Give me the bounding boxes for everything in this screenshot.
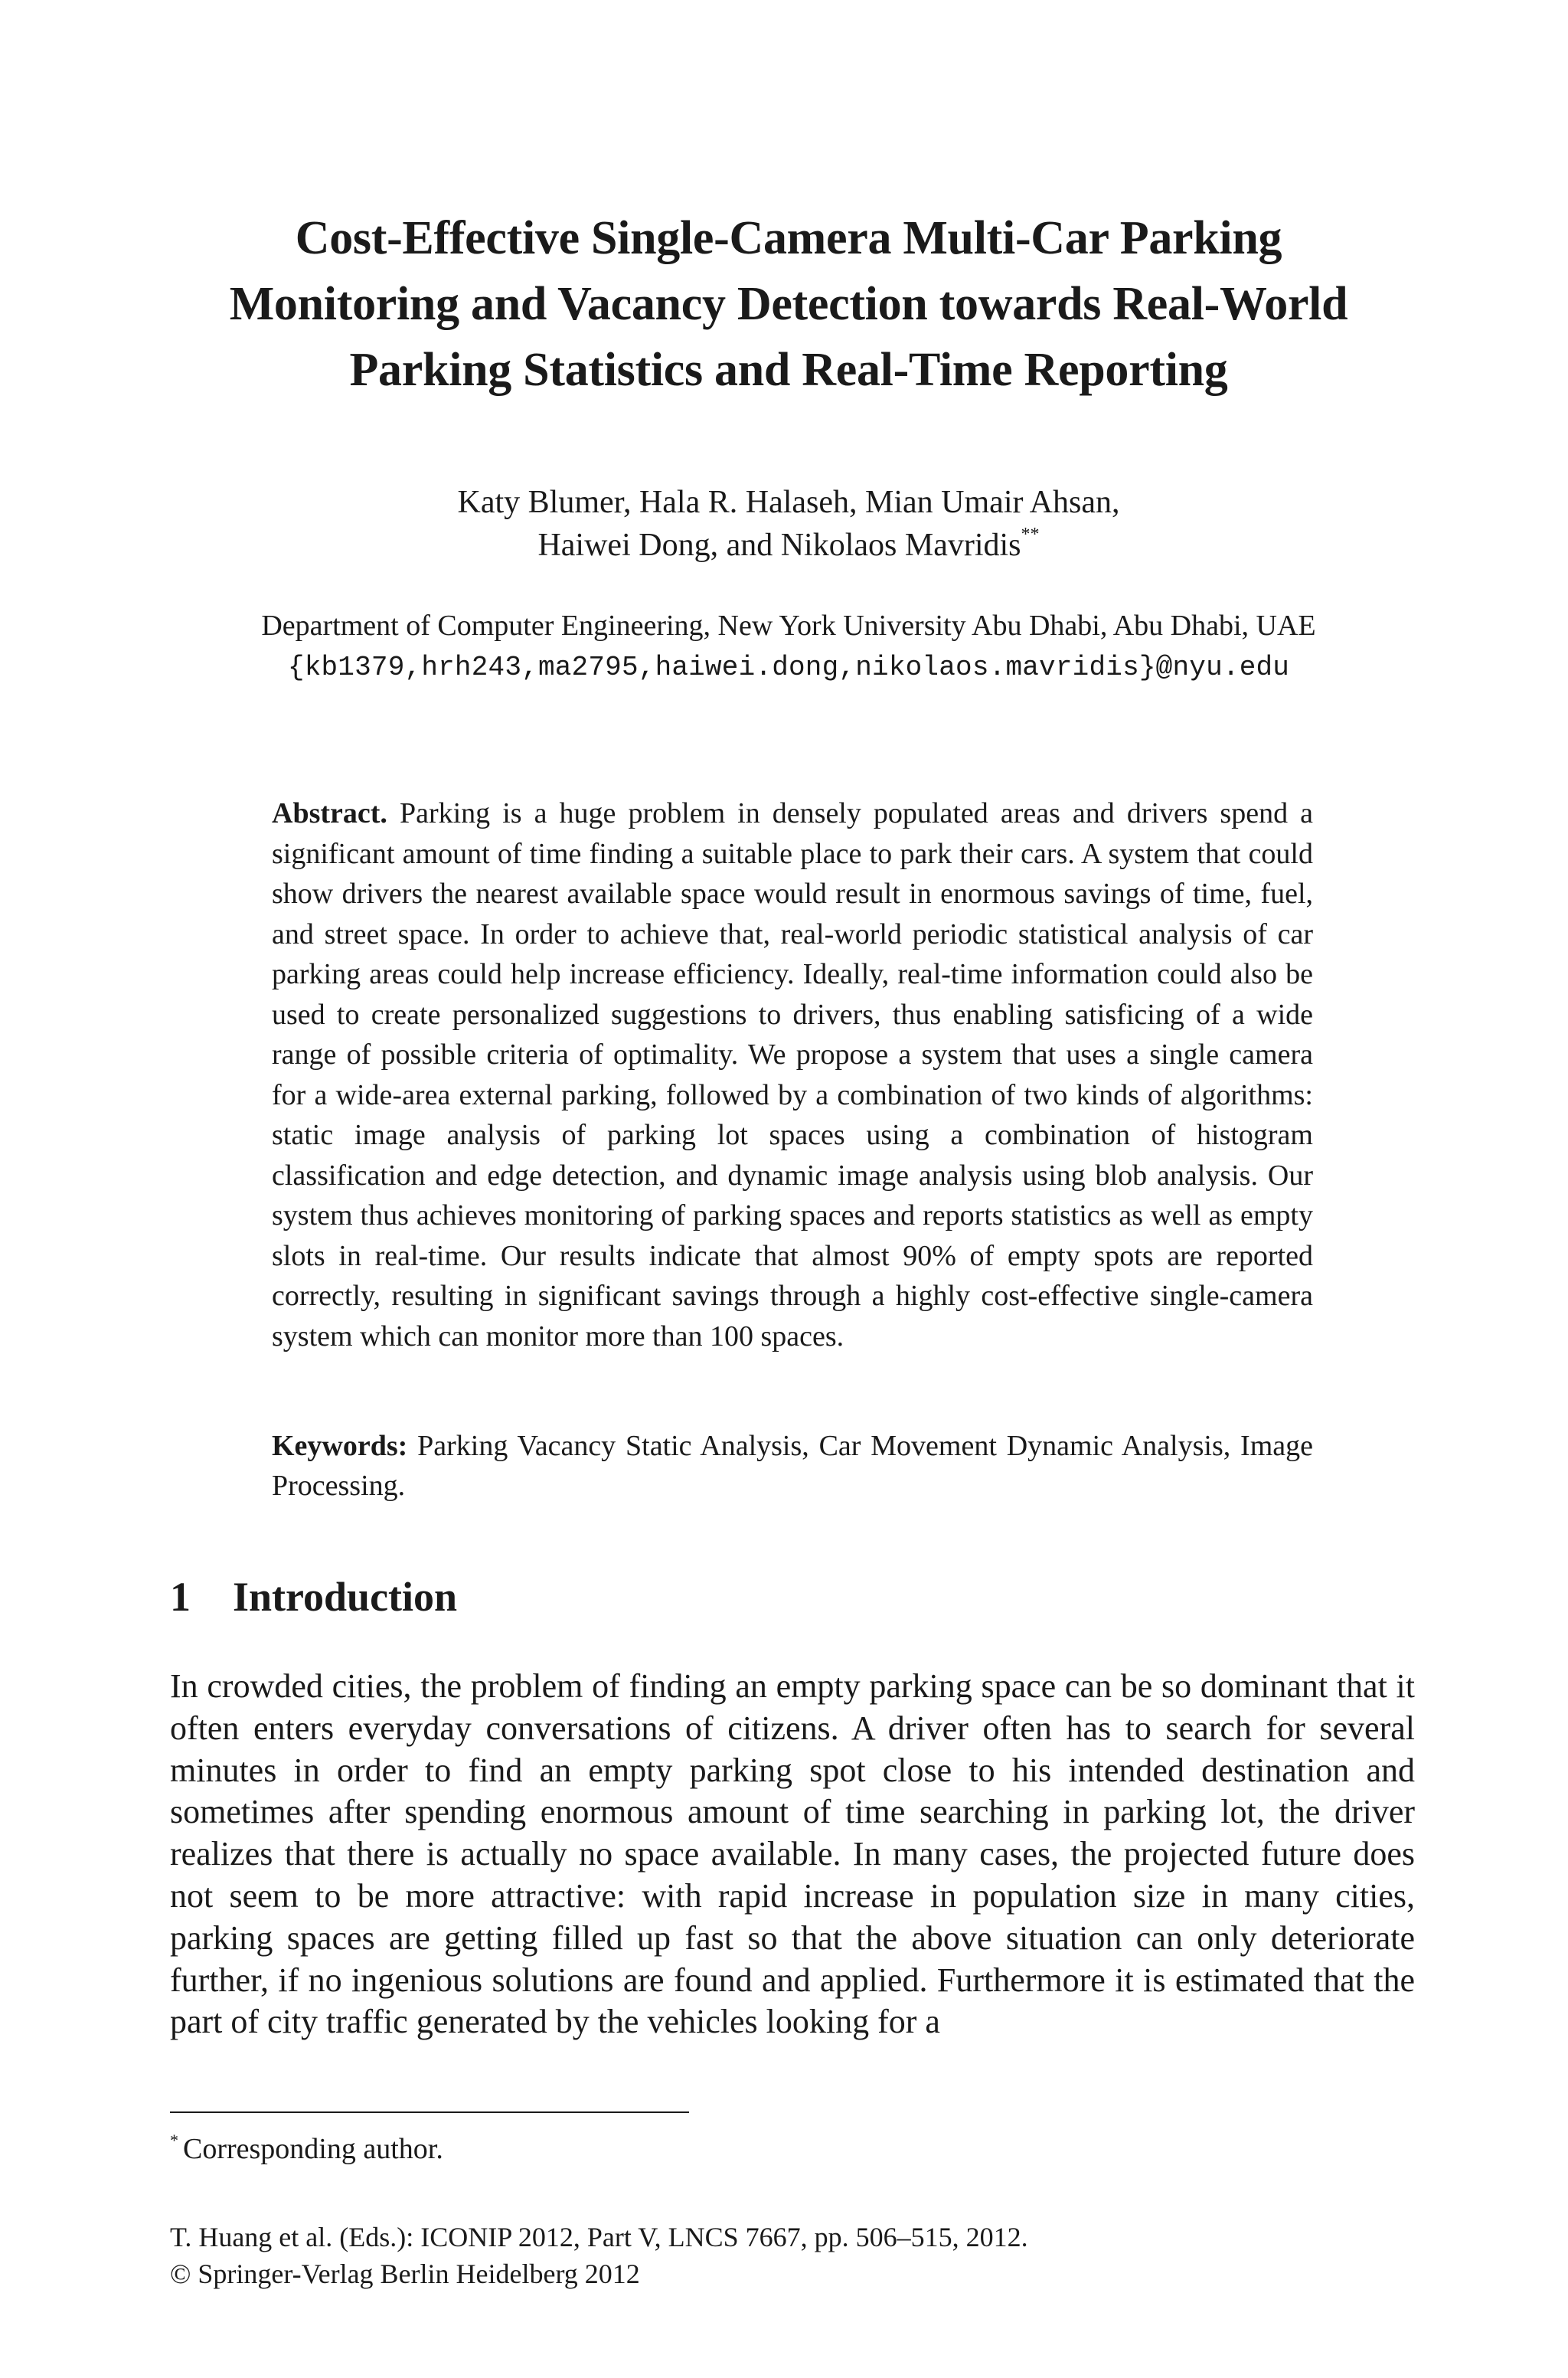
abstract-text: Parking is a huge problem in densely populated areas and drivers spend a significant amount of time finding a suitable place to park their cars. A system that could show drivers the nearest available space would result in enormous savings of time, fuel, and street space. In order to achieve that, real-world periodic statistical analysis of car parking areas could help increase efficiency. Ideally, real-time information could also be used to create personalized suggestions to drivers, thus enabling satisficing of a wide range of possible criteria of optimality. We propose a system that uses a single camera for a wide-area external parking, followed by a combination of two kinds of algorithms: static image analysis of parking lot spaces using a combination of histogram classification and edge detection, and dynamic image analysis using blob analysis. Our system thus achieves monitoring of parking spaces and reports statistics as well as empty slots in real-time. Our results indicate that almost 90% of empty spots are reported correctly, resulting in significant savings through a highly cost-effective single-camera system which can monitor more than 100 spaces. [272, 797, 1314, 1353]
footnote-text: Corresponding author. [183, 2133, 443, 2165]
author-line [230, 524, 1348, 571]
footnote [170, 2129, 443, 2173]
author-names: Haiwei Dong, and Nikolaos Mavridis [537, 528, 1021, 563]
keywords [272, 1426, 1313, 1506]
citation-line: T. Huang et al. (Eds.): ICONIP 2012, Part V, LNCS 7667, pp. 506–515, 2012. [170, 2222, 1028, 2252]
author-list [230, 481, 1348, 571]
keywords-text: Parking Vacancy Static Analysis, Car Movement Dynamic Analysis, Image Processing. [272, 1430, 1313, 1502]
abstract [272, 793, 1313, 1356]
author-emails: {kb1379,hrh243,ma2795,haiwei.dong,nikolaos.mavridis}@nyu.edu [287, 652, 1290, 683]
copyright-line: © Springer-Verlag Berlin Heidelberg 2012 [170, 2259, 640, 2289]
paper-title [153, 205, 1424, 403]
author-line: Katy Blumer, Hala R. Halaseh, Mian Umair Ahsan, [457, 485, 1120, 520]
footnote-mark: * [170, 2131, 178, 2150]
abstract-label: Abstract. [272, 797, 387, 829]
footnote-divider [170, 2111, 689, 2113]
section-title: Introduction [233, 1574, 458, 1620]
publication-citation [170, 2219, 1028, 2292]
title-line: Cost-Effective Single-Camera Multi-Car Parking [295, 212, 1282, 264]
title-line: Parking Statistics and Real-Time Reporting [349, 344, 1228, 396]
title-line: Monitoring and Vacancy Detection towards Real-World [229, 278, 1348, 330]
section-heading [170, 1570, 457, 1624]
keywords-label: Keywords: [272, 1430, 408, 1462]
corresponding-author-mark: ** [1021, 525, 1040, 545]
section-number: 1 [170, 1574, 191, 1620]
introduction-paragraph: In crowded cities, the problem of finding an empty parking space can be so dominant that it often enters everyday conversations of citizens. A driver often has to search for several minutes in order to find an empty parking spot close to his intended destination and sometimes after spending enormous amount of time searching in parking lot, the driver realizes that there is actually no space available. In many cases, the projected future does not seem to be more attractive: with rapid increase in population size in many cities, parking spaces are getting filled up fast so that the above situation can only deteriorate further, if no ingenious solutions are found and applied. Furthermore it is estimated that the part of city traffic generated by the vehicles looking for a [170, 1667, 1415, 2041]
affiliation: Department of Computer Engineering, New York University Abu Dhabi, Abu Dhabi, UAE [261, 610, 1316, 642]
